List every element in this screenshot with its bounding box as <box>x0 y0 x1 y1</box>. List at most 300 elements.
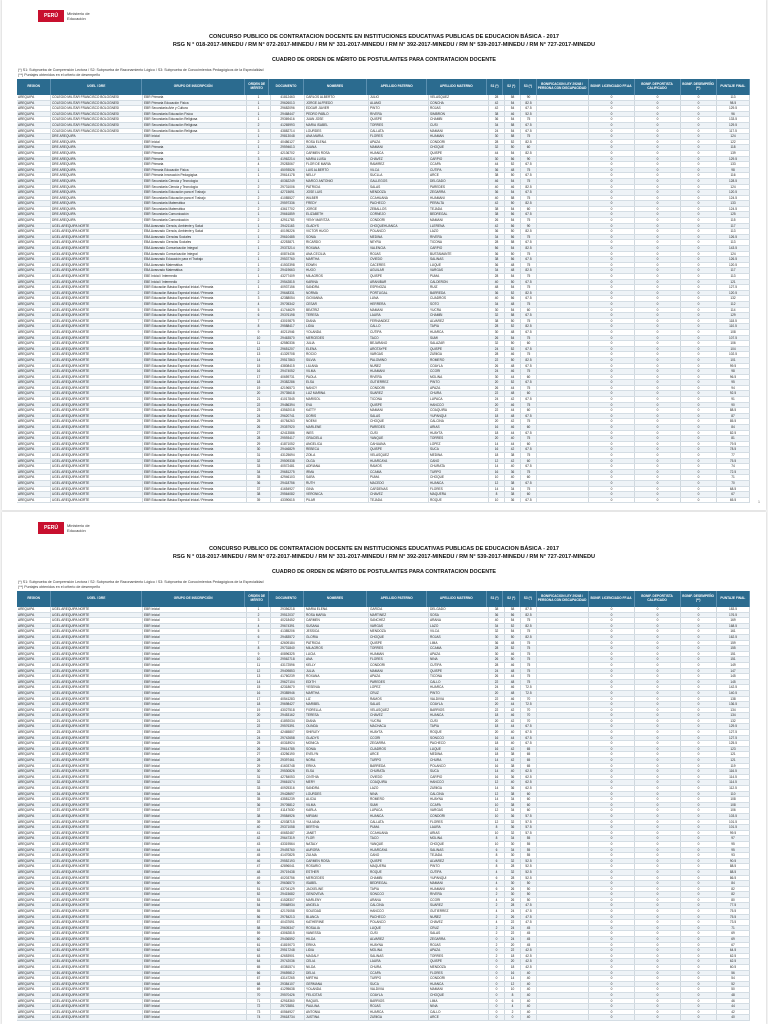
table-cell: 42388054 <box>271 296 305 301</box>
table-cell: 1 <box>247 246 271 251</box>
table-cell: DRE AREQUIPA <box>51 157 143 162</box>
table-cell: 29382286 <box>271 380 305 385</box>
table-cell: 0 <box>589 920 635 925</box>
table-cell: 40195226 <box>271 229 305 234</box>
table-cell: QUISPE <box>369 117 429 122</box>
table-cell: SUAREZ <box>369 391 429 396</box>
table-cell: 34 <box>505 487 521 492</box>
table-cell: 0 <box>635 769 681 774</box>
table-cell: 12 <box>489 792 505 797</box>
table-cell: 0 <box>635 487 681 492</box>
table-cell <box>537 431 589 436</box>
table-cell: HANCCO <box>369 909 429 914</box>
table-cell: 0 <box>589 965 635 970</box>
table-cell <box>537 1010 589 1015</box>
table-cell: AREQUIPA <box>17 464 51 469</box>
table-cell: 58 <box>505 607 521 612</box>
table-cell: 0 <box>681 764 717 769</box>
table-cell: RAMOS <box>369 697 429 702</box>
table-cell: 50 <box>505 280 521 285</box>
table-cell: CRUZ <box>369 691 429 696</box>
table-cell: 0 <box>681 291 717 296</box>
table-cell: 43062815 <box>271 931 305 936</box>
table-cell: 0 <box>681 987 717 992</box>
table-cell <box>537 1015 589 1020</box>
table-cell: EBR Inicial <box>143 792 247 797</box>
table-cell: 38 <box>489 173 505 178</box>
table-cell: 0 <box>681 836 717 841</box>
table-cell: AREQUIPA <box>17 915 51 920</box>
table-cell: 0 <box>489 976 505 981</box>
table-cell: 70 <box>521 713 537 718</box>
table-cell: 29597336 <box>271 201 305 206</box>
table-cell <box>537 859 589 864</box>
table-cell: AREQUIPA <box>17 475 51 480</box>
table-cell: 42 <box>505 397 521 402</box>
table-cell <box>537 954 589 959</box>
table-cell: HUAMANI <box>369 369 429 374</box>
table-cell: 0 <box>635 685 681 690</box>
table-cell: POLANCO <box>369 920 429 925</box>
table-cell: PAULINA <box>305 1004 369 1009</box>
table-cell <box>537 173 589 178</box>
title-line-1: CONCURSO PUBLICO DE CONTRATACION DOCENTE EN INSTITUCIONES EDUCATIVAS PUBLICAS DE EDUCACION BÁSICA - 2017 <box>209 34 559 40</box>
table-cell: AREQUIPA <box>17 1004 51 1009</box>
table-cell: EBR Inicial <box>143 959 247 964</box>
table-cell: 0 <box>681 352 717 357</box>
table-cell: 123 <box>717 747 750 752</box>
table-cell: GLADYS <box>305 736 369 741</box>
table-cell: 75 <box>521 629 537 634</box>
table-cell: 4 <box>489 870 505 875</box>
table-cell: 0 <box>489 971 505 976</box>
table-cell: 155 <box>717 646 750 651</box>
table-cell: 67.5 <box>521 431 537 436</box>
table-cell: CACERES <box>369 263 429 268</box>
table-cell: 0 <box>681 719 717 724</box>
table-cell: UGEL AREQUIPA NORTE <box>51 741 143 746</box>
table-cell: AREQUIPA <box>17 853 51 858</box>
table-cell: GRACIELA <box>305 436 369 441</box>
table-cell: AREQUIPA <box>17 207 51 212</box>
table-cell: TACO <box>369 836 429 841</box>
table-cell <box>537 730 589 735</box>
table-cell: 54 <box>505 190 521 195</box>
table-cell: 2 <box>489 915 505 920</box>
table-cell <box>537 391 589 396</box>
table-cell: EBR Educación Básica Especial Inicial / Primaria <box>143 436 247 441</box>
table-cell: 28 <box>505 864 521 869</box>
table-cell: ANGELA <box>305 903 369 908</box>
table-cell: EBR Primaria Educación Física <box>143 101 247 106</box>
table-cell: 50 <box>505 635 521 640</box>
table-cell: 0 <box>681 999 717 1004</box>
table-cell: 16 <box>489 425 505 430</box>
table-cell: 122 <box>717 140 750 145</box>
table-cell <box>537 741 589 746</box>
table-cell: AREQUIPA <box>17 909 51 914</box>
table-cell: 0 <box>589 419 635 424</box>
table-cell <box>537 937 589 942</box>
table-cell: EDWIN <box>305 263 369 268</box>
table-cell: UGEL AREQUIPA NORTE <box>51 280 143 285</box>
table-cell: 20 <box>247 391 271 396</box>
table-cell: 0 <box>681 758 717 763</box>
table-cell: TEJADA <box>429 207 489 212</box>
table-cell: 14 <box>489 464 505 469</box>
table-cell: 0 <box>589 470 635 475</box>
table-cell: 0 <box>681 971 717 976</box>
table-cell: 0 <box>681 207 717 212</box>
table-cell: 0 <box>635 825 681 830</box>
table-cell: EBR Educación Básica Especial Inicial / Primaria <box>143 475 247 480</box>
table-cell: CHURA <box>429 391 489 396</box>
table-cell: RUTH <box>305 481 369 486</box>
table-cell: 6 <box>489 859 505 864</box>
table-cell: 0 <box>635 915 681 920</box>
table-cell: 0 <box>681 903 717 908</box>
column-header: NOMBRES <box>304 591 368 607</box>
table-cell: 0 <box>589 498 635 503</box>
table-cell: EBR Inicial <box>143 864 247 869</box>
table-cell: 0 <box>681 618 717 623</box>
table-cell <box>537 943 589 948</box>
table-cell: EBR Inicial <box>143 803 247 808</box>
table-cell: 2 <box>247 240 271 245</box>
table-cell: 48 <box>505 669 521 674</box>
table-cell: EBR Inicial <box>143 999 247 1004</box>
table-cell: 47.5 <box>521 915 537 920</box>
table-cell: 42896041 <box>271 864 305 869</box>
table-cell: 50 <box>521 881 537 886</box>
table-cell: AREQUIPA <box>17 976 51 981</box>
table-cell: 41502398 <box>271 263 305 268</box>
table-cell: HILDA <box>305 937 369 942</box>
table-cell: PACHECO <box>429 741 489 746</box>
table-cell: 136.5 <box>717 702 750 707</box>
table-cell: AREQUIPA <box>17 987 51 992</box>
table-cell: 0 <box>635 168 681 173</box>
column-header: UGEL / DRE <box>51 591 142 607</box>
table-cell: 8 <box>489 853 505 858</box>
table-cell: 14 <box>489 758 505 763</box>
table-cell: AREQUIPA <box>17 268 51 273</box>
table-cell: 30 <box>489 375 505 380</box>
column-header: PUNTAJE FINAL <box>717 591 750 607</box>
table-cell: 4 <box>489 898 505 903</box>
table-cell: EVELYN <box>305 752 369 757</box>
table-cell: DRE AREQUIPA <box>51 140 143 145</box>
table-cell: 6 <box>489 876 505 881</box>
table-cell: PALOMINO <box>369 358 429 363</box>
table-cell: UGEL AREQUIPA NORTE <box>51 268 143 273</box>
table-cell: UGEL AREQUIPA NORTE <box>51 257 143 262</box>
table-cell: UGEL AREQUIPA NORTE <box>51 224 143 229</box>
table-cell: UGEL AREQUIPA NORTE <box>51 943 143 948</box>
table-cell: 29446829 <box>271 447 305 452</box>
table-cell: 34 <box>505 808 521 813</box>
table-cell: 0 <box>681 358 717 363</box>
table-cell: EBR Inicial <box>143 915 247 920</box>
merit-table <box>17 591 750 1021</box>
table-cell: 80 <box>717 898 750 903</box>
table-cell: 50 <box>505 319 521 324</box>
table-cell: AREQUIPA <box>17 447 51 452</box>
table-cell: 48 <box>717 993 750 998</box>
table-cell: ARANA <box>429 618 489 623</box>
table-cell: 29648331 <box>271 291 305 296</box>
table-cell: AREQUIPA <box>17 635 51 640</box>
table-cell: 42 <box>489 224 505 229</box>
table-cell: 0 <box>681 982 717 987</box>
table-cell: 74 <box>717 464 750 469</box>
table-cell: 0 <box>635 786 681 791</box>
table-cell: BEDREGAL <box>429 212 489 217</box>
table-cell: 29584926 <box>271 814 305 819</box>
table-cell: 75 <box>521 680 537 685</box>
table-cell: EBR Inicial <box>143 937 247 942</box>
column-header: BONIF. DEPORTISTA CALIFICADO <box>635 591 681 607</box>
table-cell: 40211946 <box>271 330 305 335</box>
table-cell: 52.5 <box>521 864 537 869</box>
table-cell: 103.5 <box>717 814 750 819</box>
table-cell: EBR Inicial <box>143 635 247 640</box>
table-cell: EBR Educación Básica Especial Inicial / Primaria <box>143 319 247 324</box>
table-cell: 24 <box>489 129 505 134</box>
table-cell: 0 <box>635 948 681 953</box>
table-cell: 46 <box>505 425 521 430</box>
table-cell: AREQUIPA <box>17 752 51 757</box>
table-cell: 29371058 <box>271 825 305 830</box>
table-cell: 29493760 <box>271 848 305 853</box>
table-cell: 0 <box>681 859 717 864</box>
table-cell <box>537 470 589 475</box>
table-cell: 0 <box>681 336 717 341</box>
table-cell: 118.5 <box>717 319 750 324</box>
table-cell: 29588417 <box>271 324 305 329</box>
table-cell: AREQUIPA <box>17 319 51 324</box>
table-cell: VILMA <box>305 369 369 374</box>
table-cell: 0 <box>635 669 681 674</box>
table-cell: 0 <box>589 487 635 492</box>
table-cell: LILIANA <box>305 364 369 369</box>
table-cell <box>537 436 589 441</box>
table-cell <box>537 207 589 212</box>
table-cell: 0 <box>589 336 635 341</box>
table-cell: 0 <box>635 274 681 279</box>
table-cell: UGEL AREQUIPA NORTE <box>51 836 143 841</box>
table-cell: COAYLA <box>369 993 429 998</box>
table-cell: MAMANI <box>369 308 429 313</box>
table-cell: DRE AREQUIPA <box>51 168 143 173</box>
table-cell <box>537 685 589 690</box>
table-cell: 0 <box>589 674 635 679</box>
table-cell <box>537 106 589 111</box>
table-cell: 0 <box>681 157 717 162</box>
table-cell: 29627104 <box>271 680 305 685</box>
table-cell: 60 <box>521 492 537 497</box>
table-cell: 42.5 <box>521 948 537 953</box>
table-cell: MONICA <box>305 741 369 746</box>
table-cell: 127.5 <box>717 736 750 741</box>
table-cell: APAZA <box>429 652 489 657</box>
table-cell: GARCIA <box>369 607 429 612</box>
table-cell: 0 <box>635 336 681 341</box>
table-cell: UGEL AREQUIPA NORTE <box>51 352 143 357</box>
table-cell: YUPANQUI <box>429 414 489 419</box>
table-cell: 0 <box>589 319 635 324</box>
table-cell: SALINAS <box>369 954 429 959</box>
table-cell: 102.5 <box>717 352 750 357</box>
table-cell: HUAMAN <box>429 134 489 139</box>
table-cell: AREQUIPA <box>17 769 51 774</box>
table-cell: 0 <box>681 106 717 111</box>
table-cell <box>537 492 589 497</box>
page-number: 1 <box>758 500 760 504</box>
table-cell: 73 <box>247 1010 271 1015</box>
column-header: S3 (*) <box>520 591 537 607</box>
table-cell: 0 <box>681 641 717 646</box>
table-cell: 82.5 <box>521 229 537 234</box>
table-cell: 90.5 <box>717 859 750 864</box>
table-cell: 0 <box>681 212 717 217</box>
table-cell: AGUILAR <box>369 268 429 273</box>
table-cell: 20 <box>489 436 505 441</box>
table-cell: 0 <box>635 652 681 657</box>
table-cell: UGEL AREQUIPA NORTE <box>51 780 143 785</box>
table-cell: 50 <box>505 201 521 206</box>
table-cell: POLANCO <box>369 229 429 234</box>
table-cell: 49 <box>247 876 271 881</box>
table-cell: 29731006 <box>271 185 305 190</box>
table-cell: 0 <box>635 775 681 780</box>
table-cell: 40937156 <box>271 285 305 290</box>
table-cell: 0 <box>635 820 681 825</box>
table-cell: 0 <box>635 931 681 936</box>
table-cell: UGEL AREQUIPA NORTE <box>51 229 143 234</box>
table-cell: 15 <box>247 685 271 690</box>
table-cell: 42653901 <box>271 954 305 959</box>
table-cell: 38 <box>489 607 505 612</box>
table-cell: 10 <box>489 498 505 503</box>
table-cell: 75 <box>521 652 537 657</box>
table-cell: 92.5 <box>717 391 750 396</box>
table-cell: CALCINA <box>429 792 489 797</box>
table-cell: 0 <box>635 442 681 447</box>
table-cell: ROSARIO <box>305 864 369 869</box>
table-cell: TACO <box>369 336 429 341</box>
table-cell: 0 <box>589 915 635 920</box>
table-cell: 0 <box>635 414 681 419</box>
table-cell <box>537 797 589 802</box>
table-cell: 0 <box>589 112 635 117</box>
table-cell: 0 <box>589 403 635 408</box>
table-cell: AREQUIPA <box>17 898 51 903</box>
table-cell: 20 <box>489 719 505 724</box>
table-cell: EBR Educación Básica Especial Inicial / Primaria <box>143 302 247 307</box>
table-cell: 1 <box>247 112 271 117</box>
table-cell: 58 <box>505 95 521 100</box>
table-cell: EBR Educación Básica Especial Inicial / Primaria <box>143 330 247 335</box>
table-cell: 0 <box>589 263 635 268</box>
table-cell: 0 <box>635 123 681 128</box>
table-cell <box>537 447 589 452</box>
table-cell: EBR Inicial <box>143 752 247 757</box>
table-cell: YOLANDA <box>305 330 369 335</box>
table-cell: 38 <box>505 764 521 769</box>
table-cell: LAURA <box>429 825 489 830</box>
table-cell: 132 <box>717 719 750 724</box>
table-cell: 2 <box>489 954 505 959</box>
table-cell: 101.5 <box>717 825 750 830</box>
table-cell: 82.5 <box>717 431 750 436</box>
table-cell: SUSANA <box>305 624 369 629</box>
table-cell: 34 <box>505 797 521 802</box>
table-cell: 0 <box>589 386 635 391</box>
table-cell: 44 <box>489 162 505 167</box>
table-cell: YUPANQUI <box>429 876 489 881</box>
table-cell: ZEGARRA <box>429 937 489 942</box>
table-cell: MAGALY <box>305 954 369 959</box>
table-cell: 65 <box>521 758 537 763</box>
table-cell: SOLEDAD <box>305 909 369 914</box>
table-cell: 0 <box>589 926 635 931</box>
table-cell: LUIS ALBERTO <box>305 168 369 173</box>
table-cell: CONDORI <box>369 663 429 668</box>
table-cell: 62.5 <box>521 775 537 780</box>
table-cell: AREQUIPA <box>17 691 51 696</box>
table-cell: 46 <box>505 403 521 408</box>
table-cell: 75 <box>521 453 537 458</box>
table-cell: 56 <box>505 235 521 240</box>
table-cell: EBR Inicial <box>143 954 247 959</box>
table-cell: UGEL AREQUIPA NORTE <box>51 680 143 685</box>
table-cell: KELLY <box>305 663 369 668</box>
table-cell: YUCRA <box>429 308 489 313</box>
table-cell: 0 <box>589 207 635 212</box>
table-cell: 29570426 <box>271 993 305 998</box>
table-cell: 44 <box>717 1004 750 1009</box>
table-cell: 129.5 <box>717 106 750 111</box>
table-cell: 67.5 <box>521 736 537 741</box>
column-header: REGION <box>17 79 51 95</box>
table-cell <box>537 697 589 702</box>
table-cell: DRE AREQUIPA <box>51 196 143 201</box>
table-cell: UGEL AREQUIPA NORTE <box>51 976 143 981</box>
table-cell: ARCE <box>429 173 489 178</box>
table-cell: 0 <box>635 341 681 346</box>
table-cell: ZEGARRA <box>369 741 429 746</box>
table-cell: UGEL AREQUIPA NORTE <box>51 246 143 251</box>
table-cell: 0 <box>681 285 717 290</box>
table-cell: 0 <box>635 814 681 819</box>
table-cell <box>537 747 589 752</box>
table-cell: 70 <box>521 708 537 713</box>
table-cell <box>537 313 589 318</box>
table-cell: 0 <box>681 123 717 128</box>
table-cell: AREQUIPA <box>17 436 51 441</box>
table-cell: 26 <box>489 674 505 679</box>
table-cell: 46 <box>505 685 521 690</box>
table-cell: 22 <box>489 697 505 702</box>
table-cell: AREQUIPA <box>17 747 51 752</box>
table-cell: 75 <box>521 487 537 492</box>
table-cell: 1 <box>247 145 271 150</box>
table-cell: 0 <box>635 459 681 464</box>
table-cell: NILDA <box>305 965 369 970</box>
table-cell: 0 <box>589 352 635 357</box>
table-cell: 133 <box>717 162 750 167</box>
